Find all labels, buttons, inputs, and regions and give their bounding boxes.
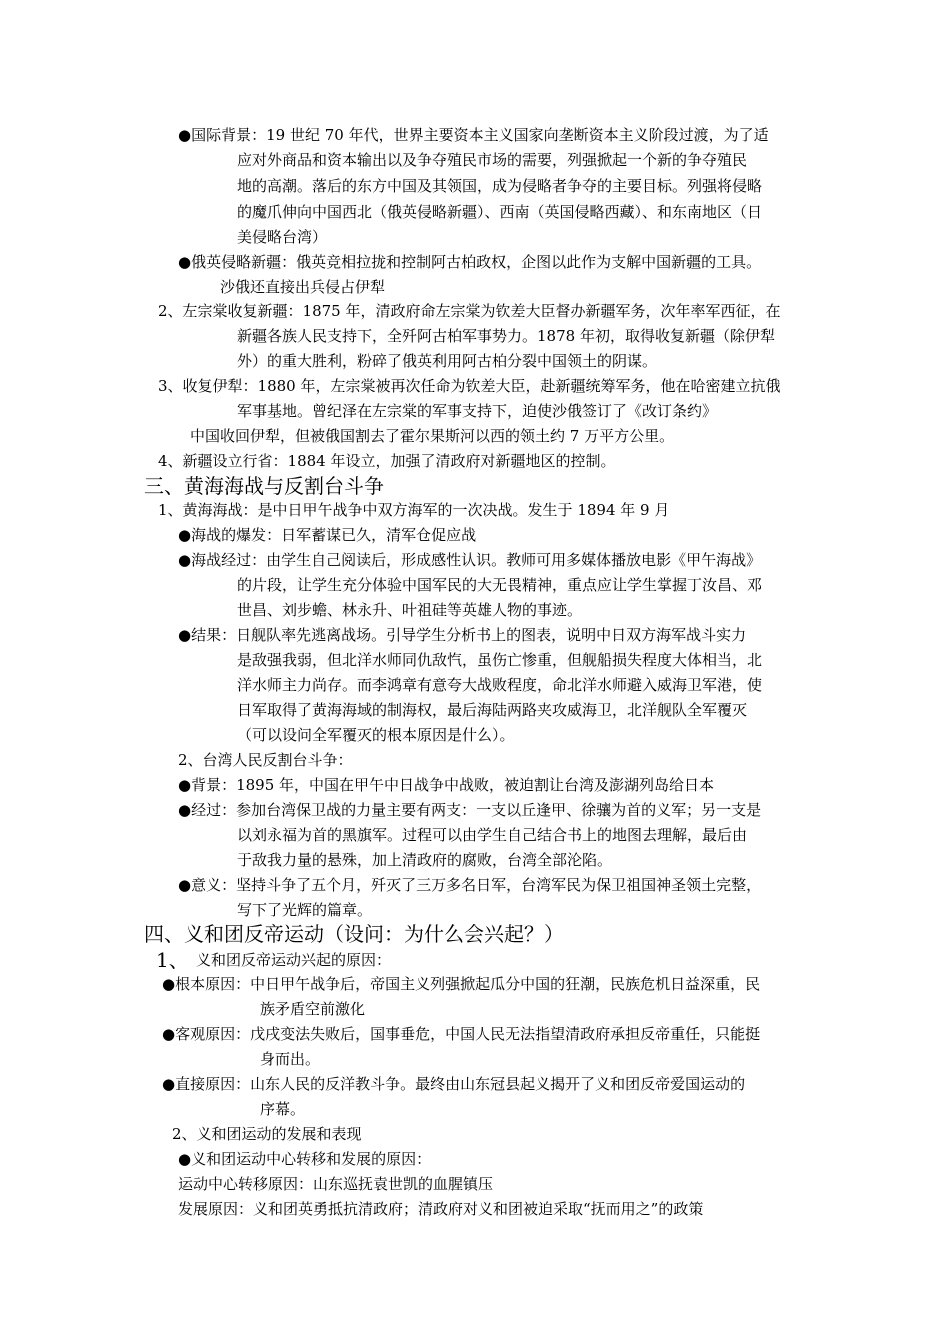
zuo-line-1: 2、左宗棠收复新疆：1875 年，清政府命左宗棠为钦差大臣督办新疆军务，次年率军西征，在 (158, 302, 781, 320)
intl-bg-line-5: 美侵略台湾） (237, 228, 328, 246)
ru-uk-line-2: 沙俄还直接出兵侵占伊犁 (220, 278, 386, 296)
direct-line-2: 序幕。 (260, 1100, 306, 1118)
center-shift-line: 运动中心转移原因：山东巡抚袁世凯的血腥镇压 (178, 1175, 494, 1193)
result-line-1: ●结果：日舰队率先逃离战场。引导学生分析书上的图表，说明中日双方海军战斗实力 (178, 626, 747, 644)
intl-bg-line-4: 的魔爪伸向中国西北（俄英侵略新疆）、西南（英国侵略西藏）、和东南地区（日 (237, 203, 763, 221)
yellow-sea-line: 1、黄海海战：是中日甲午战争中双方海军的一次决战。发生于 1894 年 9 月 (158, 501, 670, 519)
province-line: 4、新疆设立行省：1884 年设立，加强了清政府对新疆地区的控制。 (158, 452, 616, 470)
objective-line-1: ●客观原因：戊戌变法失败后，国事垂危，中国人民无法指望清政府承担反帝重任，只能挺 (162, 1025, 761, 1043)
section-three-heading: 三、黄海海战与反割台斗争 (144, 474, 384, 498)
tw-meaning-line-1: ●意义：坚持斗争了五个月，歼灭了三万多名日军，台湾军民为保卫祖国神圣领土完整， (178, 876, 762, 894)
tw-process-line-1: ●经过：参加台湾保卫战的力量主要有两支：一支以丘逢甲、徐骧为首的义军；另一支是 (178, 801, 762, 819)
yili-line-2: 军事基地。曾纪泽在左宗棠的军事支持下，迫使沙俄签订了《改订条约》 (237, 402, 718, 420)
dev-line: 2、义和团运动的发展和表现 (172, 1125, 362, 1143)
intl-bg-line-1: ●国际背景：19 世纪 70 年代，世界主要资本主义国家向垄断资本主义阶段过渡，为了适 (178, 126, 769, 144)
dev-reason-line: ●义和团运动中心转移和发展的原因： (178, 1150, 432, 1168)
objective-line-2: 身而出。 (260, 1050, 321, 1068)
result-line-5: （可以设问全军覆灭的根本原因是什么）。 (237, 726, 515, 744)
root-line-1: ●根本原因：中日甲午战争后，帝国主义列强掀起瓜分中国的狂潮，民族危机日益深重，民 (162, 975, 761, 993)
result-line-2: 是敌强我弱，但北洋水师同仇敌忾，虽伤亡惨重，但舰船损失程度大体相当，北 (237, 651, 763, 669)
process-line-1: ●海战经过：由学生自己阅读后，形成感性认识。教师可用多媒体播放电影《甲午海战》 (178, 551, 762, 569)
process-line-3: 世昌、刘步蟾、林永升、叶祖硅等英雄人物的事迹。 (237, 601, 583, 619)
tw-meaning-line-2: 写下了光辉的篇章。 (237, 901, 373, 919)
yili-line-1: 3、收复伊犁：1880 年，左宗棠被再次任命为钦差大臣，赴新疆统筹军务，他在哈密建立抗俄 (158, 377, 781, 395)
direct-line-1: ●直接原因：山东人民的反洋教斗争。最终由山东冠县起义揭开了义和团反帝爱国运动的 (162, 1075, 746, 1093)
intl-bg-line-2: 应对外商品和资本输出以及争夺殖民市场的需要，列强掀起一个新的争夺殖民 (237, 151, 748, 169)
tw-process-line-3: 于敌我力量的悬殊，加上清政府的腐败，台湾全部沦陷。 (237, 851, 613, 869)
outbreak-line: ●海战的爆发：日军蓄谋已久，清军仓促应战 (178, 526, 477, 544)
section-four-heading: 四、义和团反帝运动（设问：为什么会兴起？） (144, 922, 564, 946)
process-line-2: 的片段，让学生充分体验中国军民的大无畏精神，重点应让学生掌握丁汝昌、邓 (237, 576, 763, 594)
root-line-2: 族矛盾空前激化 (260, 1000, 366, 1018)
ru-uk-line-1: ●俄英侵略新疆：俄英竞相拉拢和控制阿古柏政权，企图以此作为支解中国新疆的工具。 (178, 253, 762, 271)
intl-bg-line-3: 地的高潮。落后的东方中国及其领国，成为侵略者争夺的主要目标。列强将侵略 (237, 177, 763, 195)
rise-title: 义和团反帝运动兴起的原因： (196, 951, 392, 969)
tw-process-line-2: 以刘永福为首的黑旗军。过程可以由学生自己结合书上的地图去理解，最后由 (237, 826, 748, 844)
taiwan-line: 2、台湾人民反割台斗争： (178, 751, 353, 769)
yili-line-3: 中国收回伊犁，但被俄国割去了霍尔果斯河以西的领土约 7 万平方公里。 (190, 427, 675, 445)
tw-bg-line: ●背景：1895 年，中国在甲午中日战争中战败，被迫割让台湾及澎湖列岛给日本 (178, 776, 715, 794)
rise-number: 1、 (156, 948, 189, 972)
dev-cause-line: 发展原因：义和团英勇抵抗清政府；清政府对义和团被迫采取“抚而用之”的政策 (178, 1200, 704, 1218)
result-line-3: 洋水师主力尚存。而李鸿章有意夸大战败程度，命北洋水师避入威海卫军港，使 (237, 676, 763, 694)
zuo-line-2: 新疆各族人民支持下，全歼阿古柏军事势力。1878 年初，取得收复新疆（除伊犁 (237, 327, 775, 345)
zuo-line-3: 外）的重大胜利，粉碎了俄英利用阿古柏分裂中国领土的阴谋。 (237, 352, 658, 370)
result-line-4: 日军取得了黄海海域的制海权，最后海陆两路夹攻威海卫，北洋舰队全军覆灭 (237, 701, 748, 719)
